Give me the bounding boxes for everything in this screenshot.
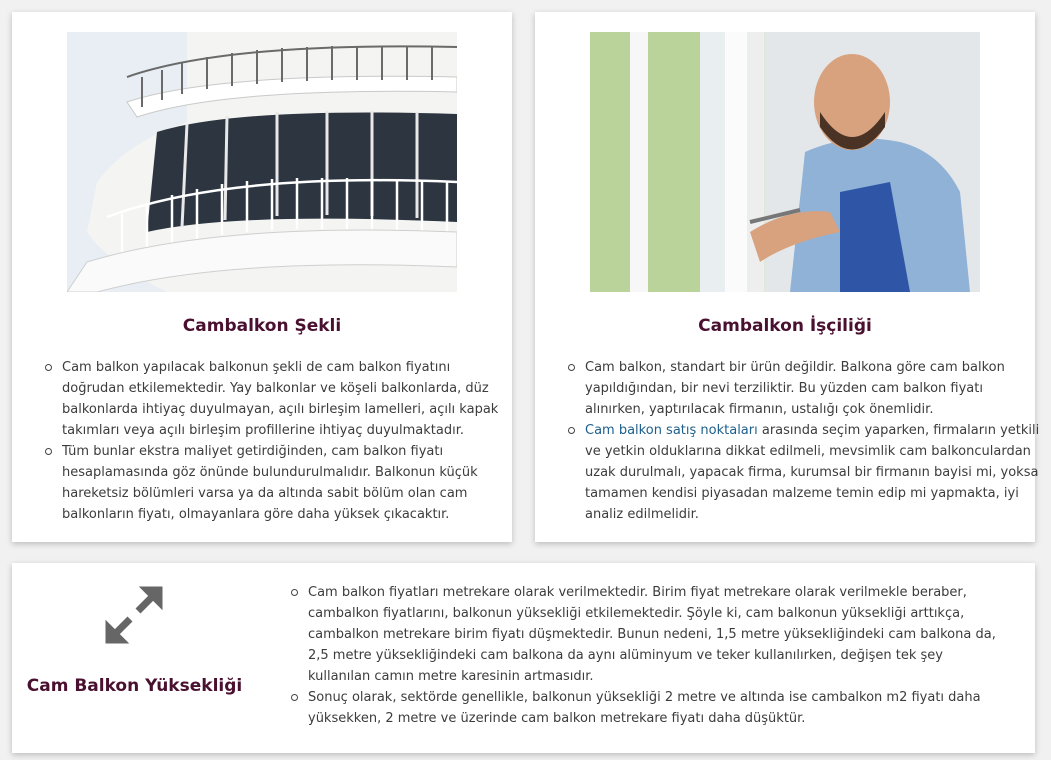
list-item: Cam balkon fiyatları metrekare olarak verilmektedir. Birim fiyat metrekare olarak verilmekle beraber, cambalkon fiyatlarını, balkonun yüksekliği etkilemektedir. Şöyle ki, cam balkonun yüksekliği arttıkça, cambalkon metrekare birim fiyatı düşmektedir. Bunun nedeni, 1,5 metre yüksekliğindeki cam balkona da, 2,5 metre yüksekliğindeki cam balkona da aynı alüminyum ve teker kullanılırken, değişen tek şey kullanılan camın metre karesinin artmasıdır. (308, 582, 1008, 687)
satis-noktalari-link[interactable]: Cam balkon satış noktaları (585, 423, 758, 438)
list-item (585, 420, 1045, 525)
list-item: Cam balkon yapılacak balkonun şekli de cam balkon fiyatını doğrudan etkilemektedir. Yay balkonlar ve köşeli balkonlarda, düz balkonlarda ihtiyaç duyulmayan, açılı birleşim lamelleri, açılı kapak takımları veya açılı birleşim profillerine ihtiyaç duyulmaktadır. (62, 357, 512, 441)
card-title: Cambalkon Şekli (182, 316, 342, 336)
card-cam-balkon-yuksekligi (12, 563, 1035, 753)
list-item: Sonuç olarak, sektörde genellikle, balkonun yüksekliği 2 metre ve altında ise cambalkon m2 fiyatı daha yüksekken, 2 metre ve üzerinde cam balkon metrekare fiyatı daha düşüktür. (308, 687, 1008, 729)
worker-photo (590, 32, 980, 292)
card-cambalkon-sekli (12, 12, 512, 542)
card-title: Cam Balkon Yüksekliği (26, 676, 243, 696)
list-item: Cam balkon, standart bir ürün değildir. Balkona göre cam balkon yapıldığından, bir nevi terziliktir. Bu yüzden cam balkon fiyatı alınırken, yaptırılacak firmanın, ustalığı çok önemlidir. (585, 357, 1045, 420)
list-item-text: arasında seçim yaparken, firmaların yetkili ve yetkin olduklarına dikkat edilmeli, mevsimlik cam balkonculardan uzak durulmalı, yapacak firma, kurumsal bir firmanın bayisi mi, yoksa tamamen kendisi piyasadan malzeme temin edip mi yapmakta, iyi analiz edilmelidir. (585, 423, 1040, 522)
expand-arrows-icon (102, 583, 166, 647)
bullet-list (40, 357, 512, 525)
card-title: Cambalkon İşçiliği (698, 316, 872, 336)
list-item: Tüm bunlar ekstra maliyet getirdiğinden, cam balkon fiyatı hesaplamasında göz önünde bulundurulmalıdır. Balkonun küçük hareketsiz bölümleri varsa ya da altında sabit bölüm olan cam balkonların fiyatı, olmayanlara göre daha yüksek çıkacaktır. (62, 441, 512, 525)
balcony-photo (67, 32, 457, 292)
bullet-list (563, 357, 1045, 525)
card-cambalkon-iscilik (535, 12, 1040, 542)
bullet-list (286, 582, 1008, 729)
